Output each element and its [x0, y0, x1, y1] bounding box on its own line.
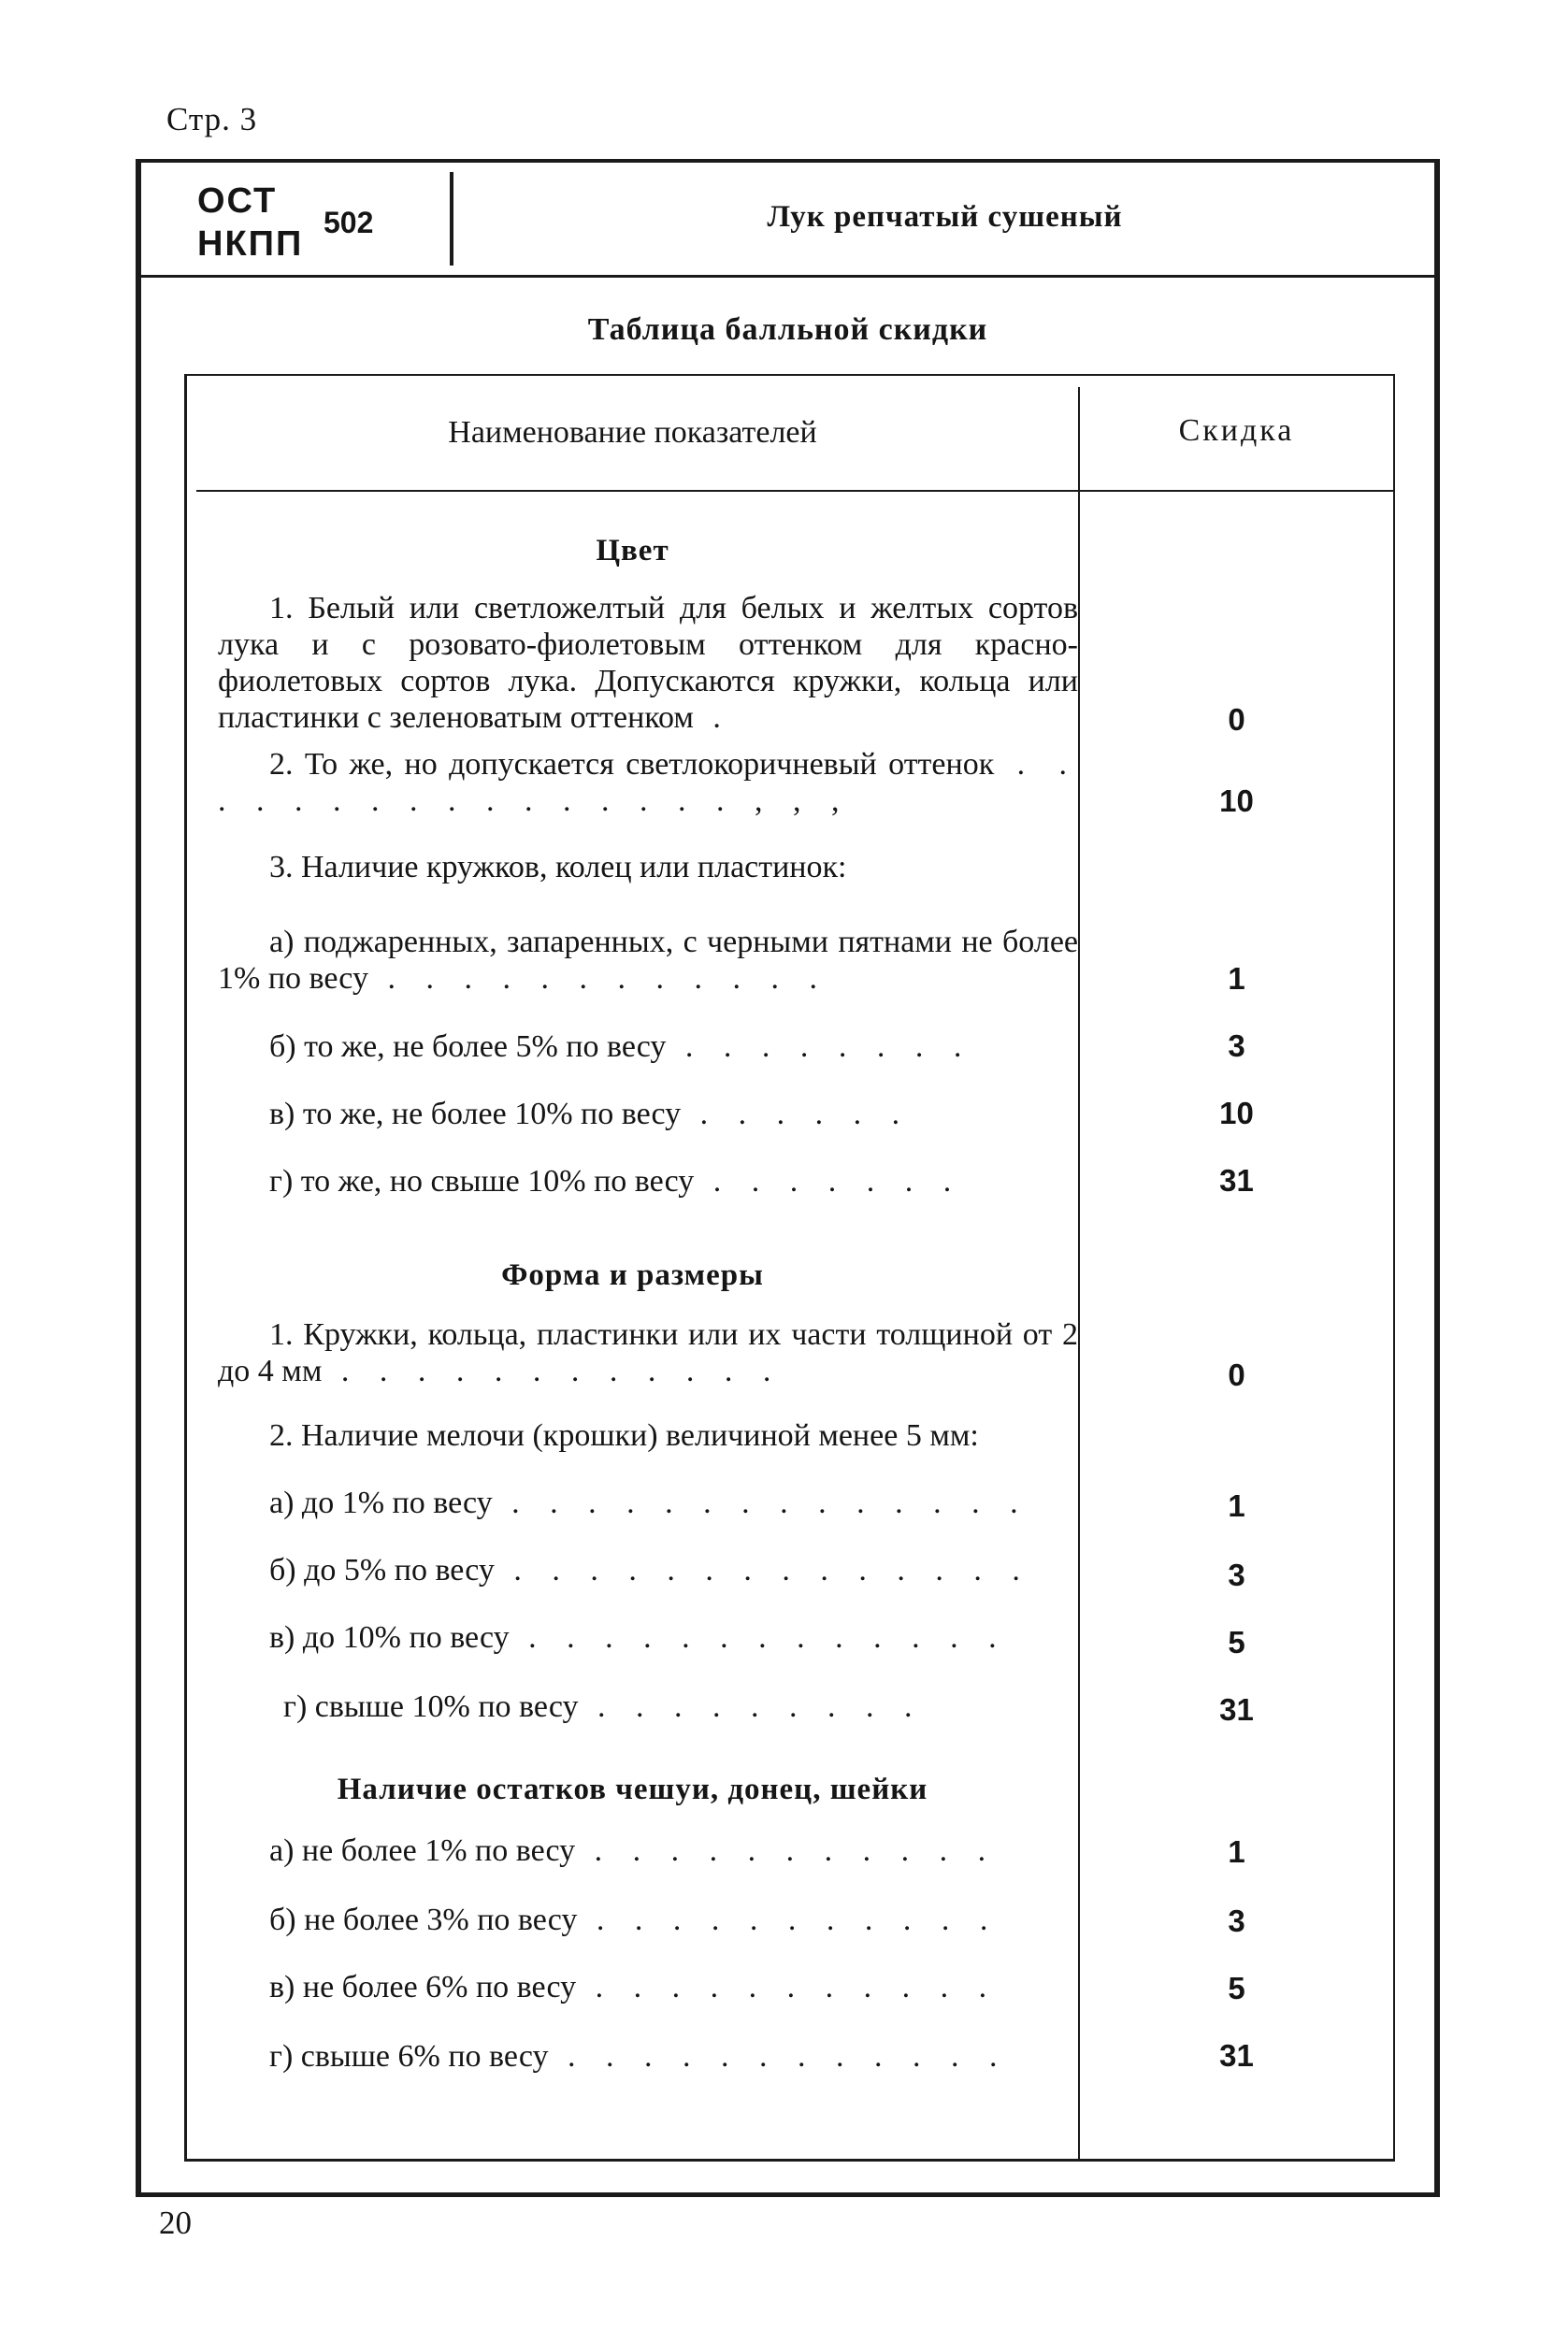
- row-text: 3. Наличие кружков, колец или пластинок:: [269, 850, 847, 884]
- row-text: б) до 5% по весу . . . . . . . . . . . . . .: [269, 1553, 1031, 1588]
- document-title: Лук репчатый сушеный: [767, 200, 1123, 234]
- row-value: 3: [1228, 1028, 1245, 1063]
- row-text: а) поджаренных, запаренных, с черными пятнами не более 1% по весу . . . . . . . . . . . .: [218, 925, 1078, 996]
- discount-table: [184, 374, 1395, 2162]
- row-text: г) свыше 10% по весу . . . . . . . . .: [283, 1689, 924, 1724]
- standard-code-line1: ОСТ: [197, 181, 278, 221]
- header-divider: [450, 172, 453, 266]
- row-value: 5: [1228, 1625, 1245, 1660]
- row-text: г) то же, но свыше 10% по весу . . . . . . .: [269, 1164, 963, 1199]
- section-heading-color: Цвет: [596, 534, 669, 568]
- page-label: Стр. 3: [166, 101, 258, 137]
- column-header-name: Наименование показателей: [448, 415, 817, 450]
- document-header: [141, 163, 1434, 278]
- row-value: 10: [1219, 1096, 1254, 1130]
- section-heading-scales: Наличие остатков чешуи, донец, шейки: [337, 1773, 928, 1806]
- standard-number: 502: [324, 206, 374, 239]
- section-heading-shape: Форма и размеры: [501, 1258, 764, 1292]
- row-value: 10: [1219, 783, 1254, 818]
- row-value: 0: [1228, 1358, 1245, 1392]
- row-value: 3: [1228, 1904, 1245, 1938]
- row-value: 1: [1228, 1834, 1245, 1869]
- row-text: б) то же, не более 5% по весу . . . . . . . .: [269, 1029, 973, 1064]
- row-text: г) свыше 6% по весу . . . . . . . . . . . .: [269, 2039, 1009, 2074]
- row-value: 1: [1228, 1488, 1245, 1523]
- row-text: а) не более 1% по весу . . . . . . . . . . .: [269, 1833, 998, 1868]
- row-value: 31: [1219, 2038, 1254, 2073]
- document-frame: [136, 159, 1440, 2197]
- row-value: 3: [1228, 1558, 1245, 1592]
- table-title: Таблица балльной скидки: [587, 312, 988, 347]
- row-value: 31: [1219, 1163, 1254, 1198]
- row-text: а) до 1% по весу . . . . . . . . . . . . . .: [269, 1486, 1029, 1520]
- table-body: [187, 492, 1393, 2159]
- row-value: 1: [1228, 961, 1245, 996]
- row-text: 2. То же, но допускается светлокоричневый оттенок . . . . . . . . . . . . . . . . , , ,: [218, 747, 1078, 818]
- row-text: б) не более 3% по весу . . . . . . . . . . .: [269, 1903, 1000, 1937]
- row-text: 1. Белый или светложелтый для белых и желтых сортов лука и с розовато-фиолетовым оттенком для красно-фиолетовых сортов лука. Допускаются кружки, кольца или пластинки с зеленоватым оттенком .: [218, 591, 1078, 735]
- row-text: в) до 10% по весу . . . . . . . . . . . . .: [269, 1620, 1008, 1655]
- row-text: 2. Наличие мелочи (крошки) величиной менее 5 мм:: [269, 1418, 979, 1453]
- column-header-discount: Скидка: [1178, 413, 1295, 448]
- row-value: 31: [1219, 1692, 1254, 1727]
- page-number: 20: [159, 2205, 192, 2241]
- row-value: 0: [1228, 702, 1245, 737]
- row-value: 5: [1228, 1971, 1245, 2005]
- standard-code-line2: НКПП: [197, 224, 304, 264]
- row-text: 1. Кружки, кольца, пластинки или их части толщиной от 2 до 4 мм . . . . . . . . . . . .: [218, 1317, 1078, 1388]
- standard-code: [197, 180, 303, 266]
- row-text: в) то же, не более 10% по весу . . . . . .: [269, 1097, 912, 1131]
- row-text: в) не более 6% по весу . . . . . . . . . . .: [269, 1970, 999, 2004]
